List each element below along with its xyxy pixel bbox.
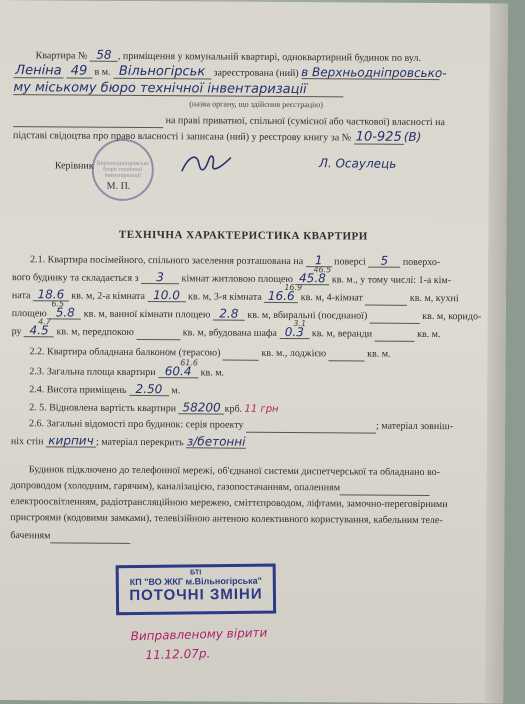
line-2-3: 2.3. Загальна площа квартири 60.4 61.6 кв. м.	[29, 358, 225, 379]
rect-stamp: БТІ КП "ВО ЖКГ м.Вільногірська" ПОТОЧНІ ЗМІНИ	[116, 564, 277, 616]
line-2-1-c: ната 18.6 кв. м, 2-а кімната 10.0 кв. м, 3-я кімната 16.6 16.9 кв. м, 4-кімнат кв. м, кухні	[11, 282, 459, 305]
line-2-4: 2.4. Висота приміщень 2.50 м.	[29, 381, 181, 397]
apartment-number: 58	[90, 49, 118, 62]
line-street: Леніна 49 в м. Вільногірськ зареєстрована (ний) в Верхньодніпровсько-	[15, 63, 447, 81]
registry-number: 10-925	[355, 129, 402, 145]
section-title: ТЕХНІЧНА ХАРАКТЕРИСТИКА КВАРТИРИ	[118, 228, 368, 243]
utilities-line-1: Будинок підключено до телефонної мережі, об'єднаної системи диспетчерської та обладнано во-	[28, 464, 440, 479]
signature-icon	[179, 151, 234, 177]
line-ownership: на праві приватної, спільної (сумісної або часткової) власності на	[13, 114, 491, 130]
street-name: Леніна	[15, 63, 62, 79]
line-2-1-e: ру 4.5 4.7 кв. м, передпокою кв. м, вбудована шафа 0.3 3.1 кв. м, веранди кв. м.	[11, 317, 441, 341]
line-2-1-b: вого будинку та складається з 3 кімнат житловою площею 45.8 46.5 кв. м., у тому числі: 1-а кім-	[12, 265, 452, 287]
correction-date: 11.12.07р.	[145, 646, 211, 663]
line-2-6-a: 2.6. Загальні відомості про будинок: серія проекту ; матеріал зовніш-	[29, 418, 454, 433]
utilities-line-3: електроосвітленням, радіотрансляційною мережею, сміттєпроводом, ліфтами, замочно-переговірними	[10, 496, 448, 511]
utilities-line-4: пристроями (кодовими замками), телевізійною антеною колективного користування, кабельним теле-	[10, 512, 443, 527]
line-2-6-b: ніх стін кирпич ; матеріал перекрить з/бетонні	[10, 433, 246, 449]
registration-org-1: в Верхньодніпровсько-	[301, 65, 447, 81]
utilities-line-5: баченням	[10, 530, 488, 546]
seal-mark: М. П.	[106, 180, 131, 192]
city-name: Вільногірськ	[113, 66, 211, 80]
line-apartment: Квартира № 58 , приміщення у комунальній квартирі, одноквартирний будинок по вул.	[35, 47, 422, 64]
line-2-5: 2. 5. Відновлена вартість квартири 58200 крб. 11 грн	[29, 400, 279, 415]
line-2-2: 2.2. Квартира обладнана балконом (терасою) кв. м., лоджією кв. м.	[29, 346, 391, 360]
line-2-1-d: площею 5.8 6.5 кв. м, ванної кімнати площею 2.8 кв. м, вбиральні (поєднаної) кв. м, коридо-	[11, 299, 482, 323]
line-2-1-a: 2.1. Квартира посімейного, спільного заселення розташована на 1 поверсі 5 поверхо-	[30, 253, 441, 269]
registration-caption: (назва органу, що здійснив реєстрацію)	[189, 99, 323, 110]
round-stamp: Верхньодніпровське бюро технічної інвентаризації	[92, 139, 154, 201]
utilities-line-2: допроводом (холодним, гарячим), каналізацією, газопостачанням, опаленням	[11, 480, 489, 496]
house-number: 49	[66, 65, 92, 78]
line-certificate: підставі свідоцтва про право власності і записана (ний) у реєстрову книгу за № 10-925 (В)	[13, 129, 422, 145]
registration-org-2: му міському бюро технічної інвентаризації	[13, 82, 343, 97]
head-label: Керівник	[54, 160, 94, 172]
line-registration-org	[13, 82, 491, 98]
correction-note: Виправленому вірити	[130, 625, 268, 644]
head-name: Л. Осаулець	[318, 156, 397, 171]
